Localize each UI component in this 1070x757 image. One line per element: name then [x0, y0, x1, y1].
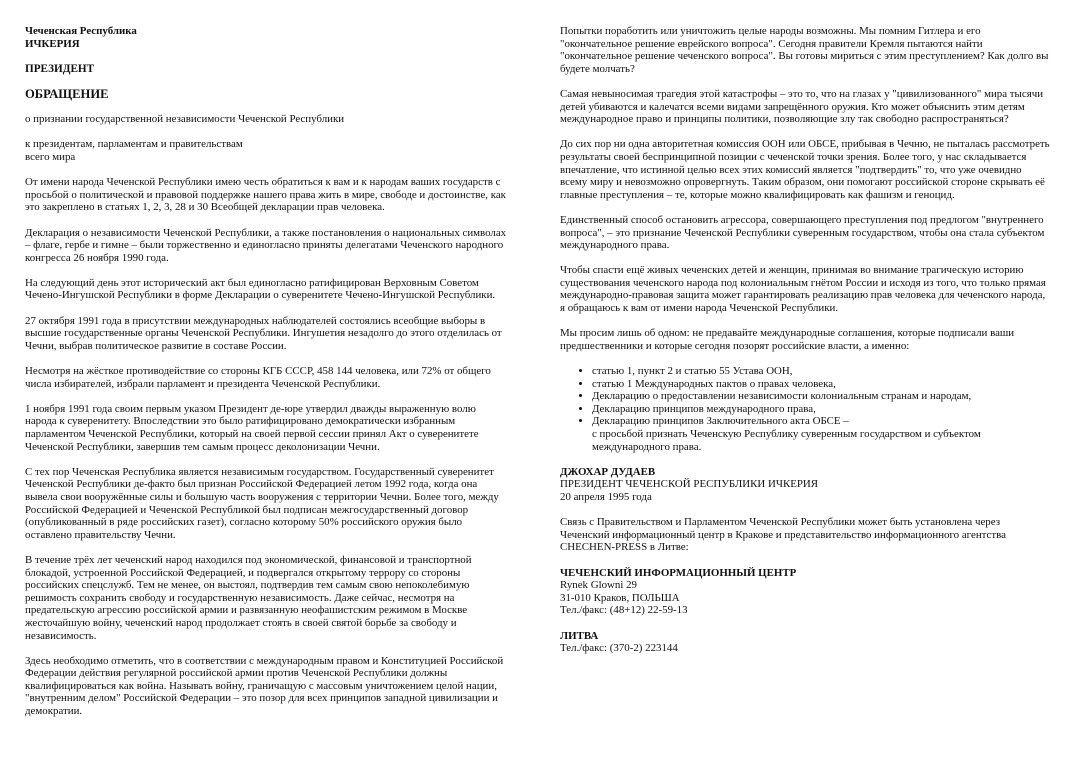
org-name-ichkeria: ИЧКЕРИЯ: [25, 37, 80, 50]
lithuania-phone: Тел./факс: (370-2) 223144: [560, 642, 678, 655]
right-column: [560, 25, 1050, 667]
info-center-city: 31-010 Краков, ПОЛЬША: [560, 591, 680, 604]
signatory-title: ПРЕЗИДЕНТ ЧЕЧЕНСКОЙ РЕСПУБЛИКИ ИЧКЕРИЯ: [560, 478, 819, 491]
list-item: • Декларацию принципов международного права,: [592, 403, 1050, 416]
paragraph: В течение трёх лет чеченский народ находился под экономической, финансовой и транспортной блокадой, устроенной Российской Федерацией, и подвергался открытому террору со стороны российских спецслужб. Тем не менее, он выстоял, подтвердив тем самым свою непоколебимую решимость сохранить свободу и государственную независимость. Даже сейчас, несмотря на предательскую агрессию российской армии и развязанную неофашистским режимом в Москве жесточайшую войну, чеченский народ продолжает стоять в своей святой борьбе за свободу и независимость.: [25, 553, 472, 642]
appeal-heading: ОБРАЩЕНИЕ: [25, 86, 109, 101]
paragraph: Декларация о независимости Чеченской Республики, а также постановления о национальных символах – флаге, гербе и гимне – были торжественно и единогласно приняты делегатами Чеченского народного конгресса 26 ноября 1990 года.: [25, 226, 507, 264]
addressee-line-1: к президентам, парламентам и правительствам: [25, 138, 243, 151]
list-item-continuation: с просьбой признать Чеченскую Республику суверенным государством и субъектом международного права.: [592, 428, 981, 453]
paragraph: На следующий день этот исторический акт был единогласно ратифицирован Верховным Советом Чечено-Ингушской Республики в форме Декларации о суверенитете Чечено-Ингушской Республики.: [25, 276, 496, 302]
addressee-line-2: всего мира: [25, 150, 76, 163]
info-center-contact: [560, 567, 1050, 617]
left-column: [25, 25, 510, 730]
list-item: • статью 1, пункт 2 и статью 55 Устава ООН,: [592, 365, 1050, 378]
addressee: [25, 138, 510, 163]
paragraph: 27 октября 1991 года в присутствии международных наблюдателей состоялись всеобщие выборы в высшие государственные органы Чеченской Республики. Ингушетия незадолго до этого отделилась от Чечни, выбрав политическое развитие в составе России.: [25, 314, 502, 352]
contact-intro: Связь с Правительством и Парламентом Чеченской Республики может быть установлена через Чеченский информационный центр в Кракове и представительство информационного агентства CHECHEN-PRESS в Литве:: [560, 516, 1006, 554]
paragraph: 1 ноября 1991 года своим первым указом Президент де-юре утвердил дважды выраженную волю народа к суверенитету. Впоследствии это было ратифицировано демократически избранным парламентом Чеченской Республики, который на своей первой сессии принял Акт о суверенитете Чеченской Республики, завершив тем самым процесс деколонизации Чечни.: [25, 402, 479, 453]
paragraph: С тех пор Чеченская Республика является независимым государством. Государственный суверенитет Чеченской Республики де-факто был признан Российской Федерацией летом 1992 года, когда она вывела свои вооружённые силы и большую часть вооружения с территории Чечни. Более того, между Российской Федерацией и Чеченской Республикой был подписан межгосударственный договор (опубликованный в ряде российских газет), согласно которому 50% российского оружия было оставлено правительству Чечни.: [25, 465, 499, 541]
list-item: • Декларацию о предоставлении независимости колониальным странам и народам,: [592, 390, 1050, 403]
paragraph: Мы просим лишь об одном: не предавайте международные соглашения, которые подписали ваши предшественники и которые сегодня позорят российские власти, а именно:: [560, 327, 1015, 352]
signature-date: 20 апреля 1995 года: [560, 490, 652, 503]
org-name: Чеченская Республика: [25, 25, 137, 37]
paragraph: Несмотря на жёсткое противодействие со стороны КГБ СССР, 458 144 человека, или 72% от общего числа избирателей, избрали парламент и президента Чеченской Республики.: [25, 365, 491, 390]
appeal-subject: о признании государственной независимости Чеченской Республики: [25, 113, 345, 126]
president-heading: ПРЕЗИДЕНТ: [25, 62, 95, 75]
paragraph: Чтобы спасти ещё живых чеченских детей и женщин, принимая во внимание трагическую историю существования чеченского народа под колониальным гнётом России и исходя из того, что только прямая международно-правовая защита может гарантировать реализацию прав человека для чеченского народа, я обращаюсь к вам от имени народа Чеченской Республики.: [560, 264, 1046, 315]
paragraph: Здесь необходимо отметить, что в соответствии с международным правом и Конституцией Российской Федерации действия регулярной российской армии против Чеченской Республики должны квалифицироваться как война. Называть войну, граничащую с массовым уничтожением целой нации, "внутренним делом" Российской Федерации – это позор для всех принципов западной цивилизации и демократии.: [25, 654, 504, 718]
list-item: • статью 1 Международных пактов о правах человека,: [592, 378, 1050, 391]
paragraph: Единственный способ остановить агрессора, совершающего преступления под предлогом "внутреннего вопроса", – это признание Чеченской Республики суверенным государством, чтобы она стала субъектом международного права.: [560, 213, 1045, 252]
paragraph: До сих пор ни одна авторитетная комиссия ООН или ОБСЕ, прибывая в Чечню, не пыталась рассмотреть результаты своей беспринципной позиции с чеченской точки зрения. Более того, у нас складывается впечатление, что истинной целью всех этих комиссий является "подтвердить" то, что уже очевидно всему миру и невозможно опровергнуть. Таким образом, они помогают российской стороне скрывать её главные преступления – те, которые можно квалифицировать как фашизм и геноцид.: [560, 138, 1050, 201]
lithuania-contact: [560, 630, 1050, 655]
paragraph: Попытки поработить или уничтожить целые народы возможны. Мы помним Гитлера и его "окончательное решение еврейского вопроса". Сегодня правители Кремля пытаются найти "окончательное решение чеченского вопроса". Вы готовы мириться с этим преступлением? Как долго вы будете молчать?: [560, 25, 1049, 75]
paragraph: Самая невыносимая трагедия этой катастрофы – это то, что на глазах у "цивилизованного" мира тысячи детей убиваются и калечатся всеми видами запрещённого оружия. Кто может объяснить этим детям международное право и принципы политики, позволяющие злу так свободно распространяться?: [560, 87, 1044, 126]
info-center-phone: Тел./факс: (48+12) 22-59-13: [560, 604, 688, 617]
info-center-street: Rynek Glowni 29: [560, 579, 638, 592]
lithuania-title: ЛИТВА: [560, 629, 599, 642]
signature-block: [560, 466, 1050, 504]
info-center-title: ЧЕЧЕНСКИЙ ИНФОРМАЦИОННЫЙ ЦЕНТР: [560, 566, 797, 579]
paragraph: От имени народа Чеченской Республики имею честь обратиться к вам и к народам ваших государств с просьбой о политической и правовой поддержке нашего права жить в мире, свободе и достоинстве, как это закреплено в статьях 1, 2, 3, 28 и 30 Всеобщей декларации прав человека.: [25, 176, 506, 214]
list-item: [592, 415, 1050, 453]
signatory-name: ДЖОХАР ДУДАЕВ: [560, 465, 656, 478]
treaty-list: [560, 365, 1050, 453]
list-item-text: • Декларацию принципов Заключительного акта ОБСЕ –: [592, 415, 849, 428]
